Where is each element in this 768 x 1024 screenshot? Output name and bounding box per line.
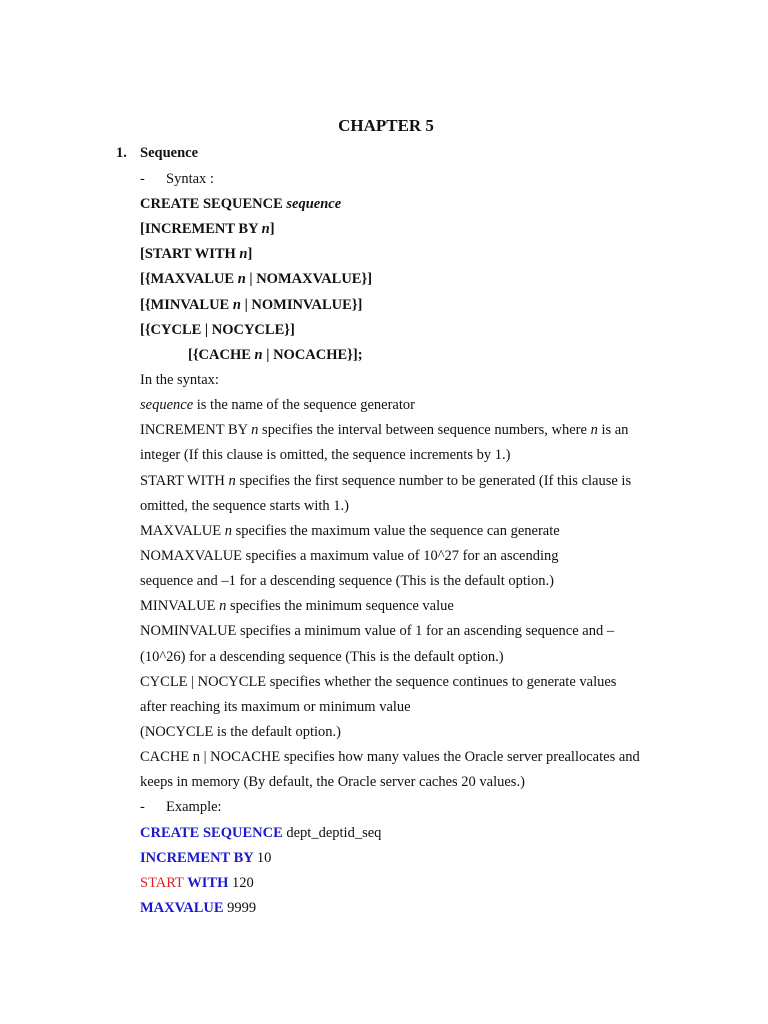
text-segment: [{MINVALUE: [140, 296, 233, 313]
text-segment: sequence: [140, 397, 194, 414]
text-segment: n: [224, 522, 232, 539]
text-segment: MAXVALUE: [140, 899, 228, 916]
text-segment: n: [254, 346, 263, 363]
text-segment: 120: [231, 874, 254, 891]
text-line: [140, 443, 640, 468]
text-segment: ]: [247, 246, 253, 263]
text-segment: n: [228, 472, 236, 489]
text-segment: NOMAXVALUE specifies a maximum value of 10^27 for an ascending: [140, 547, 559, 564]
text-segment: sequence and –1 for a descending sequence (This is the default option.): [140, 573, 554, 590]
text-line: [140, 469, 640, 494]
text-line: [140, 871, 640, 896]
text-line: [140, 821, 640, 846]
section-title: Sequence: [140, 145, 198, 161]
text-segment: n: [219, 598, 227, 615]
text-segment: CREATE SEQUENCE: [140, 824, 287, 841]
text-segment: specifies the interval between sequence numbers, where: [258, 422, 591, 439]
text-line: [140, 594, 640, 619]
text-line: [140, 519, 640, 544]
text-segment: ]: [269, 221, 275, 238]
text-line: [140, 217, 640, 242]
text-segment: CREATE SEQUENCE: [140, 196, 287, 212]
text-segment: 10: [256, 849, 272, 866]
text-segment: n: [251, 422, 259, 439]
text-segment: START: [140, 874, 188, 891]
text-line: [140, 418, 640, 443]
text-line: [140, 343, 640, 368]
text-line: [140, 192, 640, 217]
text-segment: In the syntax:: [140, 371, 219, 388]
text-segment: [INCREMENT BY: [140, 221, 262, 238]
text-segment: specifies the maximum value the sequence can generate: [231, 522, 560, 539]
text-line: [140, 368, 640, 393]
text-segment: CYCLE | NOCYCLE specifies whether the sequence continues to generate values: [140, 673, 617, 690]
text-line: [140, 896, 640, 921]
text-segment: omitted, the sequence starts with 1.): [140, 497, 349, 514]
text-segment: [{CYCLE | NOCYCLE}]: [140, 321, 295, 338]
document-body: [140, 192, 640, 921]
text-segment: NOMINVALUE specifies a minimum value of 1 for an ascending sequence and –: [140, 623, 615, 640]
text-segment: is the name of the sequence generator: [193, 397, 415, 414]
text-segment: [START WITH: [140, 246, 240, 263]
section-number: 1.: [116, 145, 127, 161]
text-segment: INCREMENT BY: [140, 422, 252, 439]
syntax-bullet: [140, 171, 214, 188]
text-line: [140, 569, 640, 594]
text-segment: CACHE n | NOCACHE specifies how many values the Oracle server preallocates and: [140, 749, 640, 766]
text-segment: | NOCACHE}];: [262, 346, 363, 363]
text-segment: WITH: [187, 874, 232, 891]
text-segment: | NOMAXVALUE}]: [245, 271, 373, 288]
text-segment: specifies the minimum sequence value: [226, 598, 454, 615]
text-line: [140, 318, 640, 343]
bullet-dash: -: [140, 171, 145, 187]
text-segment: [{CACHE: [188, 346, 255, 363]
text-segment: (NOCYCLE is the default option.): [140, 723, 341, 740]
bullet-dash: -: [140, 799, 145, 816]
text-segment: sequence: [286, 196, 342, 212]
text-segment: | NOMINVALUE}]: [240, 296, 363, 313]
text-segment: n: [239, 246, 248, 263]
text-segment: [{MAXVALUE: [140, 271, 238, 288]
text-line: [140, 745, 640, 770]
text-line: [140, 645, 640, 670]
text-segment: n: [232, 296, 241, 313]
text-line: [140, 393, 640, 418]
section-heading: [116, 145, 198, 162]
text-segment: n: [237, 271, 246, 288]
text-segment: MINVALUE: [140, 598, 220, 615]
text-segment: after reaching its maximum or minimum value: [140, 698, 411, 715]
text-line: [140, 494, 640, 519]
text-line: [140, 293, 640, 318]
text-line: [140, 720, 640, 745]
text-segment: specifies the first sequence number to be generated (If this clause is: [235, 472, 632, 489]
text-segment: INCREMENT BY: [140, 849, 257, 866]
text-segment: START WITH: [140, 472, 229, 489]
text-segment: keeps in memory (By default, the Oracle server caches 20 values.): [140, 774, 525, 791]
text-line: [140, 846, 640, 871]
text-segment: n: [590, 422, 598, 439]
text-segment: Example:: [166, 799, 222, 816]
text-line: [140, 770, 640, 795]
text-line: [140, 619, 640, 644]
text-line: [140, 267, 640, 292]
text-segment: MAXVALUE: [140, 522, 225, 539]
text-segment: (10^26) for a descending sequence (This is the default option.): [140, 648, 504, 665]
text-segment: integer (If this clause is omitted, the sequence increments by 1.): [140, 447, 511, 464]
chapter-title: CHAPTER 5: [338, 116, 434, 135]
syntax-label: Syntax :: [166, 171, 214, 187]
text-line: [140, 695, 640, 720]
text-line: [140, 670, 640, 695]
text-segment: dept_deptid_seq: [286, 824, 382, 841]
text-line: [140, 795, 640, 820]
text-segment: 9999: [227, 899, 257, 916]
text-line: [140, 242, 640, 267]
text-segment: is an: [597, 422, 629, 439]
text-segment: n: [261, 221, 270, 238]
text-line: [140, 544, 640, 569]
